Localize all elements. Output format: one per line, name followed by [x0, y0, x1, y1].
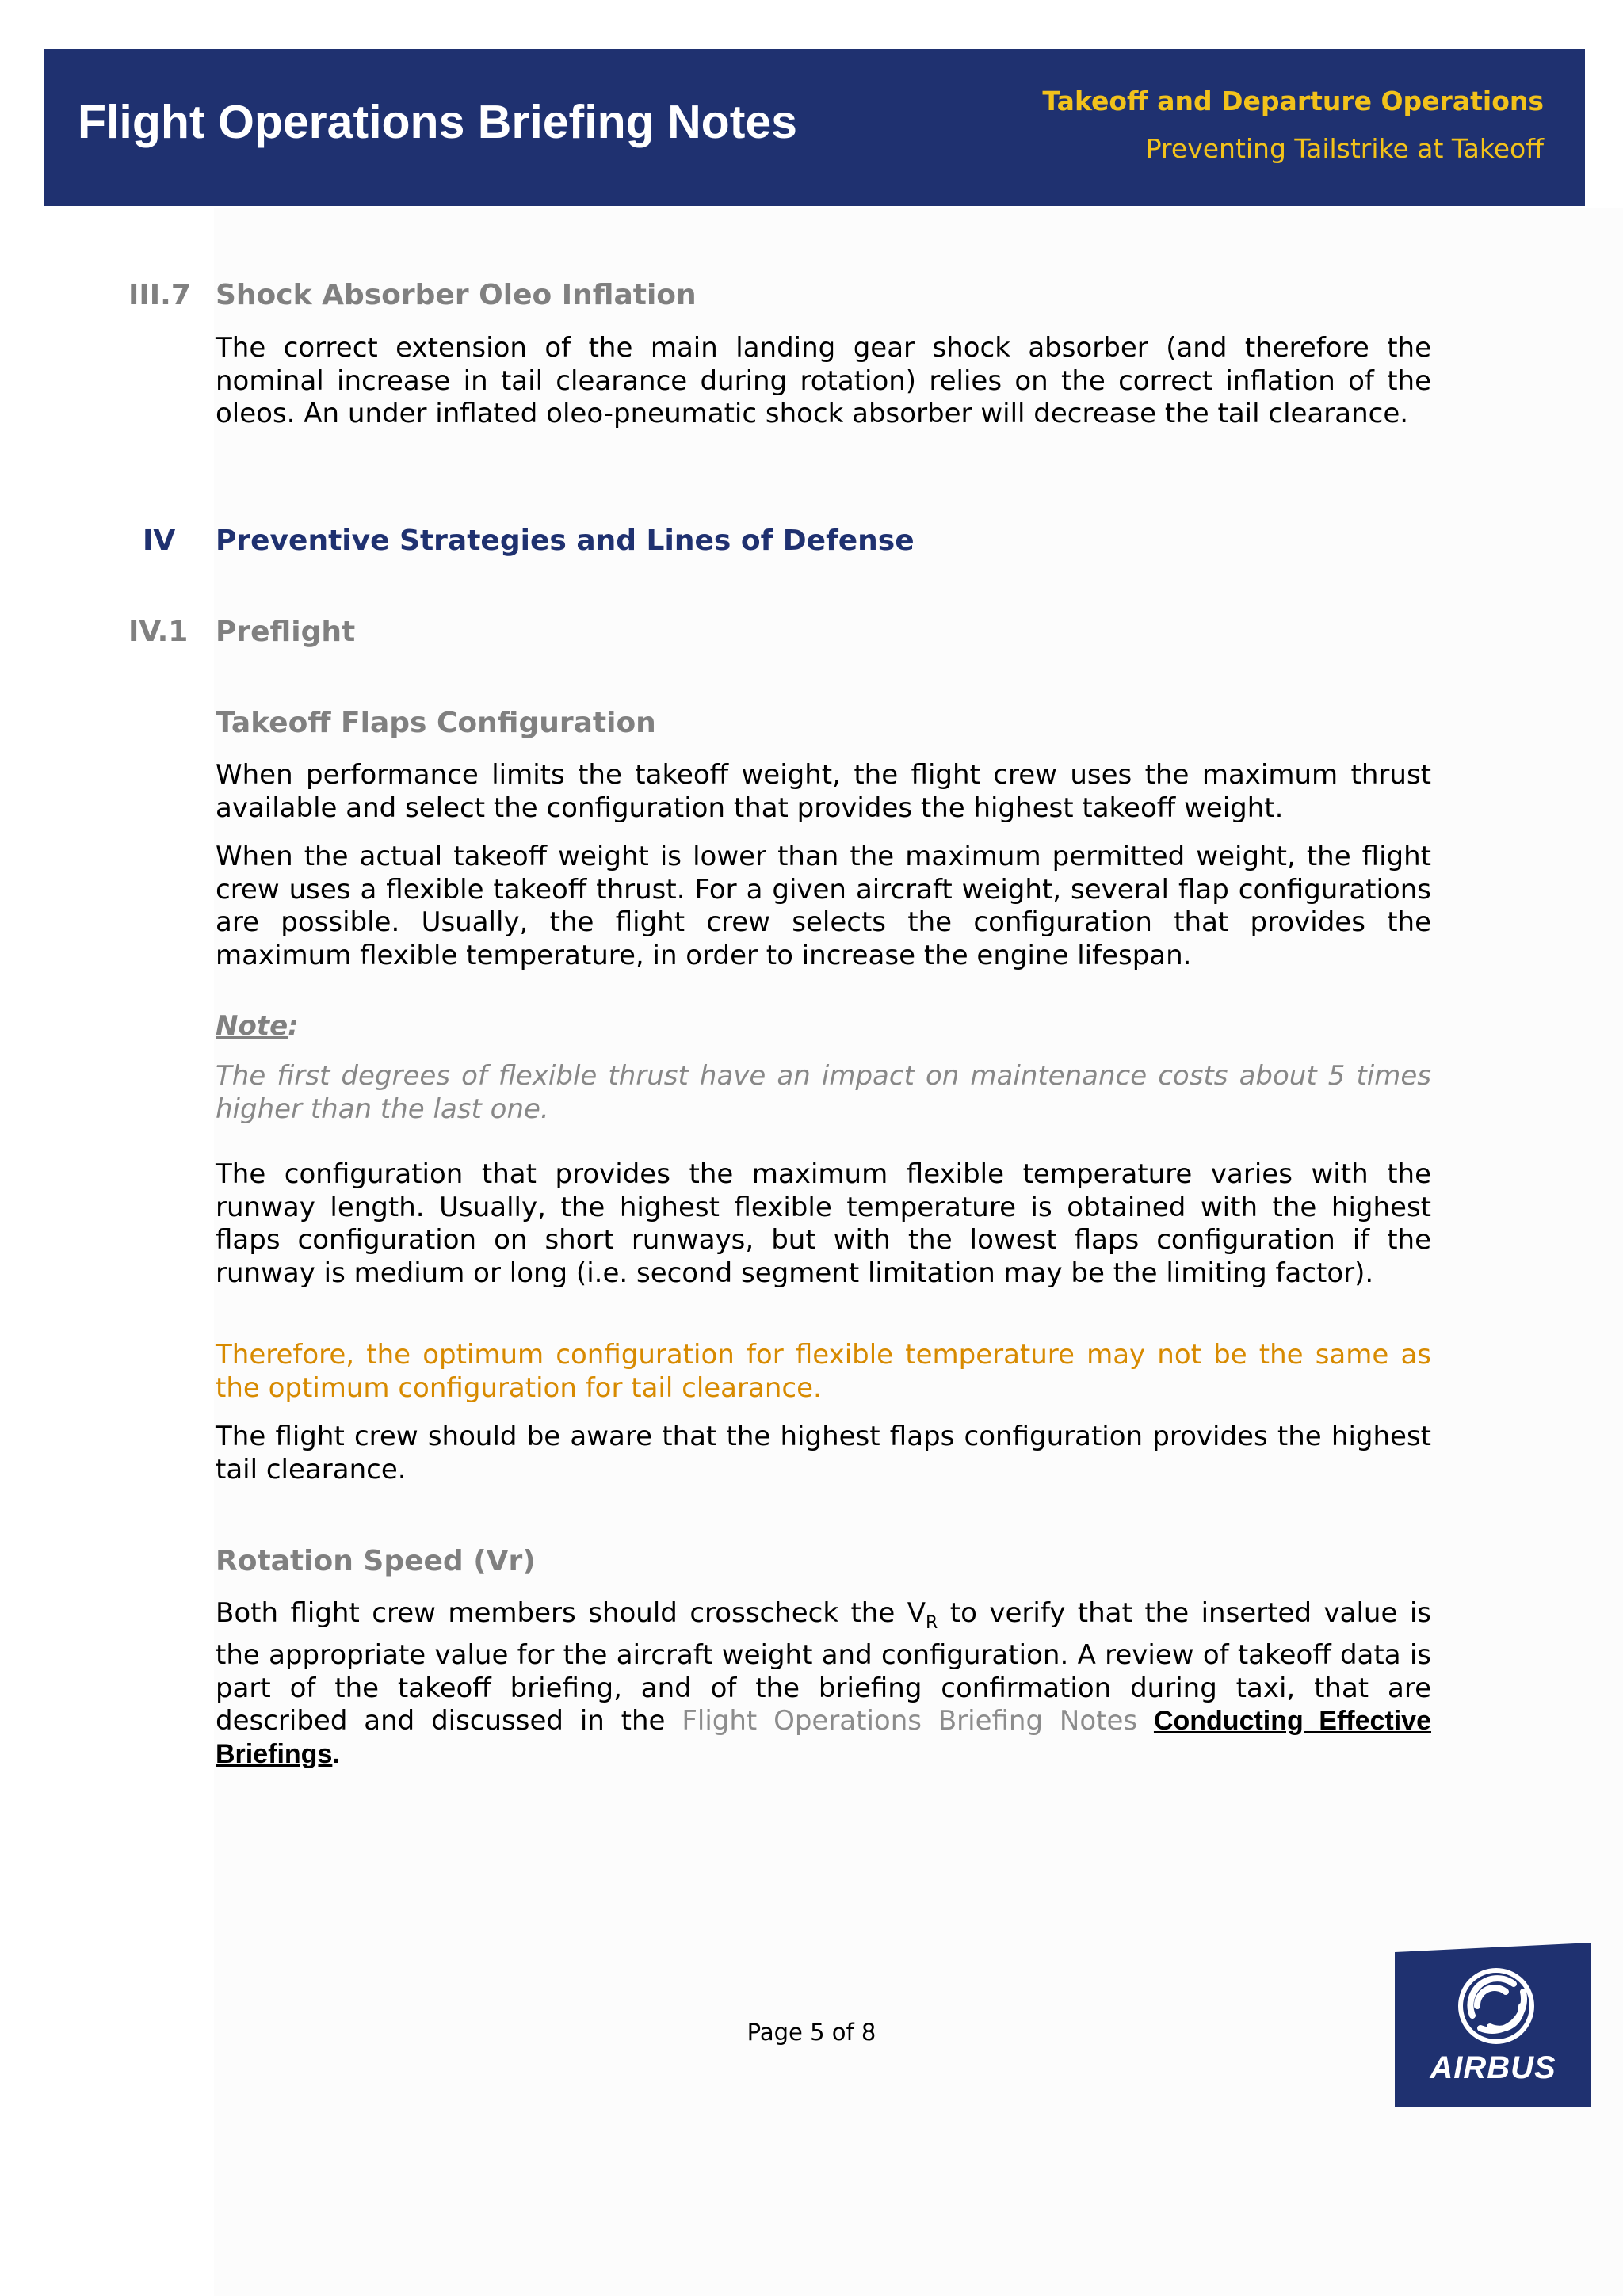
- page-header: [44, 49, 1585, 206]
- note-text: The first degrees of flexible thrust have an impact on maintenance costs about 5 times higher than the last one.: [216, 1060, 1431, 1125]
- airbus-logo: [1395, 1943, 1591, 2107]
- header-title: Flight Operations Briefing Notes: [78, 96, 797, 148]
- subscript: R: [926, 1612, 938, 1633]
- paragraph: When performance limits the takeoff weight, the flight crew uses the maximum thrust available and select the configuration that provides the highest takeoff weight.: [216, 759, 1431, 824]
- section-heading: Preventive Strategies and Lines of Defense: [216, 524, 915, 557]
- section-number: IV: [143, 524, 176, 557]
- document-reference: Flight Operations Briefing Notes: [682, 1705, 1138, 1737]
- note-label-text: Note: [216, 1010, 288, 1042]
- section-number: IV.1: [128, 616, 189, 648]
- paragraph: The correct extension of the main landing gear shock absorber (and therefore the nominal increase in tail clearance during rotation) relies on the correct inflation of the oleos. An under inflated oleo-pneumatic shock absorber will decrease the tail clearance.: [216, 332, 1431, 429]
- text-run: Both flight crew members should crosscheck the V: [216, 1597, 926, 1629]
- header-section: Takeoff and Departure Operations: [1042, 86, 1544, 116]
- section-heading: Shock Absorber Oleo Inflation: [216, 279, 697, 311]
- subsection-heading: Takeoff Flaps Configuration: [216, 707, 656, 739]
- subsection-heading: Rotation Speed (Vr): [216, 1545, 536, 1577]
- page-number: Page 5 of 8: [747, 2019, 876, 2046]
- text-run: .: [332, 1738, 340, 1769]
- paragraph: When the actual takeoff weight is lower than the maximum permitted weight, the flight crew uses a flexible takeoff thrust. For a given aircraft weight, several flap configurations are possible. Usually, the flight crew selects the configuration that provides the maximum flexible temperature, in order to increase the engine lifespan.: [216, 841, 1431, 971]
- paragraph: [216, 1597, 1431, 1771]
- text-run: to verify that the inserted value is the appropriate value for the aircraft weight and configuration. A review of takeoff data is part of the takeoff briefing, and of the briefing confirmation during taxi, that are described and discussed in the: [216, 1597, 1431, 1737]
- note-label: [216, 1010, 299, 1042]
- paragraph: The flight crew should be aware that the highest flaps configuration provides the highest tail clearance.: [216, 1421, 1431, 1486]
- highlighted-paragraph: Therefore, the optimum configuration for flexible temperature may not be the same as the optimum configuration for tail clearance.: [216, 1339, 1431, 1404]
- logo-text: AIRBUS: [1430, 2050, 1556, 2085]
- conducting-briefings-link[interactable]: Conducting Effective Briefings: [216, 1706, 1431, 1769]
- note-colon: :: [288, 1010, 299, 1042]
- section-heading: Preflight: [216, 616, 356, 648]
- section-number: III.7: [128, 279, 191, 311]
- paragraph: The configuration that provides the maximum flexible temperature varies with the runway length. Usually, the highest flexible temperature is obtained with the highest flaps configuration on short runways, but with the lowest flaps configuration if the runway is medium or long (i.e. second segment limitation may be the limiting factor).: [216, 1158, 1431, 1289]
- header-subtitle: Preventing Tailstrike at Takeoff: [1145, 133, 1544, 164]
- text-run: [1137, 1705, 1154, 1737]
